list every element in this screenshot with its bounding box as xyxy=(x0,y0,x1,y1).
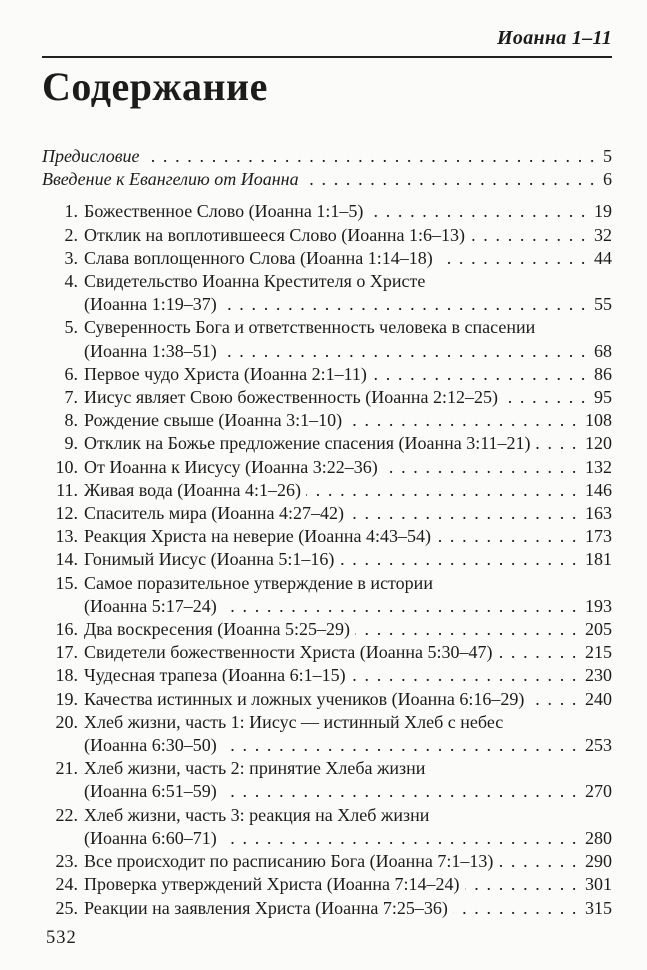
chapter-number: 6. xyxy=(64,363,78,384)
entry-title: (Иоанна 1:19–37) xyxy=(84,294,217,315)
dot-leader xyxy=(339,548,578,571)
dot-leader xyxy=(436,525,578,548)
chapter-entry xyxy=(42,688,612,711)
entry-title: Слава воплощенного Слова (Иоанна 1:14–18) xyxy=(84,247,433,268)
entry-title: Все происходит по расписанию Бога (Иоанна 7:1–13) xyxy=(84,851,494,872)
chapter-number: 2. xyxy=(64,224,78,245)
page-number: 108 xyxy=(585,410,612,431)
chapter-entry xyxy=(42,525,612,548)
dot-leader xyxy=(222,340,587,363)
page-number: 193 xyxy=(585,595,612,616)
entry-title: Чудесная трапеза (Иоанна 6:1–15) xyxy=(84,665,346,686)
chapter-entry xyxy=(42,897,612,920)
chapter-entry-continuation xyxy=(42,827,612,850)
dot-leader xyxy=(355,618,578,641)
front-matter-entry xyxy=(42,168,612,191)
chapter-entry-continuation xyxy=(42,780,612,803)
chapter-number: 3. xyxy=(64,247,78,268)
entry-title: (Иоанна 6:60–71) xyxy=(84,827,217,848)
entry-title: Гонимый Иисус (Иоанна 5:1–16) xyxy=(84,549,335,570)
chapter-number: 10. xyxy=(55,456,78,477)
dot-leader xyxy=(304,168,596,191)
entry-title: Самое поразительное утверждение в истории xyxy=(84,572,433,593)
page-number: 173 xyxy=(585,526,612,547)
page-number: 146 xyxy=(585,479,612,500)
entry-title: Хлеб жизни, часть 1: Иисус — истинный Хлеб с небес xyxy=(84,711,504,732)
chapter-number: 24. xyxy=(55,874,78,895)
page-number: 6 xyxy=(603,169,612,190)
chapters-section xyxy=(42,200,612,919)
entry-title: Отклик на воплотившееся Слово (Иоанна 1:6–13) xyxy=(84,224,465,245)
chapter-entry xyxy=(42,572,612,595)
entry-title: Введение к Евангелию от Иоанна xyxy=(42,169,299,190)
chapter-entry xyxy=(42,386,612,409)
dot-leader xyxy=(372,363,587,386)
page-container xyxy=(42,0,612,920)
dot-leader xyxy=(222,827,578,850)
dot-leader xyxy=(503,386,587,409)
page-number: 230 xyxy=(585,665,612,686)
entry-title: Свидетели божественности Христа (Иоанна 5:30–47) xyxy=(84,642,493,663)
entry-title: Свидетельство Иоанна Крестителя о Христе xyxy=(84,271,426,292)
entry-title: (Иоанна 6:51–59) xyxy=(84,781,217,802)
dot-leader xyxy=(498,850,578,873)
chapter-entry xyxy=(42,548,612,571)
chapter-number: 5. xyxy=(64,317,78,338)
entry-title: Спаситель мира (Иоанна 4:27–42) xyxy=(84,503,345,524)
entry-title: Хлеб жизни, часть 3: реакция на Хлеб жизни xyxy=(84,804,430,825)
chapter-number: 9. xyxy=(64,433,78,454)
page-number: 19 xyxy=(594,201,612,222)
page-number: 86 xyxy=(594,363,612,384)
chapter-entry xyxy=(42,618,612,641)
page-number: 280 xyxy=(585,827,612,848)
dot-leader xyxy=(222,293,587,316)
chapter-number: 1. xyxy=(64,201,78,222)
chapter-entry xyxy=(42,757,612,780)
chapter-number: 21. xyxy=(55,758,78,779)
footer-page-number: 532 xyxy=(46,928,77,948)
entry-title: (Иоанна 6:30–50) xyxy=(84,735,217,756)
chapter-number: 17. xyxy=(55,642,78,663)
chapter-entry xyxy=(42,711,612,734)
chapter-entry xyxy=(42,432,612,455)
chapter-entry xyxy=(42,247,612,270)
chapter-entry-continuation xyxy=(42,293,612,316)
entry-title: Суверенность Бога и ответственность человека в спасении xyxy=(84,317,536,338)
front-matter-entry xyxy=(42,145,612,168)
dot-leader xyxy=(453,897,578,920)
chapter-number: 20. xyxy=(55,711,78,732)
page-number: 120 xyxy=(585,433,612,454)
entry-title: Реакции на заявления Христа (Иоанна 7:25–36) xyxy=(84,897,448,918)
entry-title: (Иоанна 1:38–51) xyxy=(84,340,217,361)
entry-title: Хлеб жизни, часть 2: принятие Хлеба жизни xyxy=(84,758,426,779)
chapter-number: 8. xyxy=(64,410,78,431)
chapter-entry xyxy=(42,409,612,432)
chapter-number: 18. xyxy=(55,665,78,686)
entry-title: Отклик на Божье предложение спасения (Иоанна 3:11–21) xyxy=(84,433,531,454)
dot-leader xyxy=(470,224,587,247)
entry-title: Качества истинных и ложных учеников (Иоанна 6:16–29) xyxy=(84,688,525,709)
chapter-entry xyxy=(42,850,612,873)
page-number: 215 xyxy=(585,642,612,663)
page-number: 253 xyxy=(585,735,612,756)
dot-leader xyxy=(347,409,578,432)
dot-leader xyxy=(145,145,596,168)
chapter-number: 14. xyxy=(55,549,78,570)
dot-leader xyxy=(536,432,578,455)
chapter-entry xyxy=(42,270,612,293)
running-header: Иоанна 1–11 xyxy=(497,27,612,49)
entry-title: Божественное Слово (Иоанна 1:1–5) xyxy=(84,201,364,222)
page-number: 68 xyxy=(594,340,612,361)
page-number: 315 xyxy=(585,897,612,918)
page-number: 132 xyxy=(585,456,612,477)
dot-leader xyxy=(465,873,578,896)
entry-title: Реакция Христа на неверие (Иоанна 4:43–54) xyxy=(84,526,431,547)
page-number: 44 xyxy=(594,247,612,268)
chapter-number: 16. xyxy=(55,619,78,640)
page-number: 240 xyxy=(585,688,612,709)
dot-leader xyxy=(222,780,578,803)
dot-leader xyxy=(383,456,578,479)
dot-leader xyxy=(529,688,578,711)
dot-leader xyxy=(351,664,578,687)
chapter-number: 22. xyxy=(55,804,78,825)
page-number: 55 xyxy=(594,294,612,315)
front-matter-section xyxy=(42,145,612,191)
chapter-entry xyxy=(42,224,612,247)
toc-list xyxy=(42,145,612,920)
chapter-entry-continuation xyxy=(42,734,612,757)
page-number: 290 xyxy=(585,851,612,872)
chapter-entry xyxy=(42,873,612,896)
chapter-number: 23. xyxy=(55,851,78,872)
dot-leader xyxy=(222,595,578,618)
page-number: 5 xyxy=(603,146,612,166)
chapter-number: 4. xyxy=(64,271,78,292)
chapter-number: 7. xyxy=(64,387,78,408)
chapter-number: 11. xyxy=(56,479,78,500)
header-rule xyxy=(42,56,612,58)
entry-title: Иисус являет Свою божественность (Иоанна 2:12–25) xyxy=(84,387,498,408)
chapter-entry xyxy=(42,804,612,827)
chapter-number: 13. xyxy=(55,526,78,547)
chapter-entry-continuation xyxy=(42,595,612,618)
page-number: 163 xyxy=(585,503,612,524)
entry-title: От Иоанна к Иисусу (Иоанна 3:22–36) xyxy=(84,456,378,477)
page-number: 270 xyxy=(585,781,612,802)
chapter-entry-continuation xyxy=(42,340,612,363)
chapter-number: 12. xyxy=(55,503,78,524)
chapter-entry xyxy=(42,363,612,386)
chapter-number: 19. xyxy=(55,688,78,709)
chapter-number: 15. xyxy=(55,572,78,593)
entry-title: Рождение свыше (Иоанна 3:1–10) xyxy=(84,410,343,431)
chapter-entry xyxy=(42,316,612,339)
chapter-entry xyxy=(42,641,612,664)
dot-leader xyxy=(368,200,587,223)
dot-leader xyxy=(438,247,587,270)
entry-title: (Иоанна 5:17–24) xyxy=(84,595,217,616)
chapter-entry xyxy=(42,479,612,502)
page-number: 181 xyxy=(585,549,612,570)
entry-title: Проверка утверждений Христа (Иоанна 7:14–24) xyxy=(84,874,460,895)
page-number: 205 xyxy=(585,619,612,640)
page-number: 95 xyxy=(594,387,612,408)
entry-title: Два воскресения (Иоанна 5:25–29) xyxy=(84,619,351,640)
chapter-entry xyxy=(42,200,612,223)
dot-leader xyxy=(222,734,578,757)
entry-title: Первое чудо Христа (Иоанна 2:1–11) xyxy=(84,363,367,384)
page-title: Содержание xyxy=(42,64,268,109)
dot-leader xyxy=(497,641,578,664)
entry-title: Живая вода (Иоанна 4:1–26) xyxy=(84,479,302,500)
chapter-entry xyxy=(42,456,612,479)
chapter-entry xyxy=(42,502,612,525)
page-number: 301 xyxy=(585,874,612,895)
dot-leader xyxy=(349,502,578,525)
chapter-entry xyxy=(42,664,612,687)
dot-leader xyxy=(306,479,578,502)
page-number: 32 xyxy=(594,224,612,245)
chapter-number: 25. xyxy=(55,897,78,918)
entry-title: Предисловие xyxy=(42,146,140,166)
